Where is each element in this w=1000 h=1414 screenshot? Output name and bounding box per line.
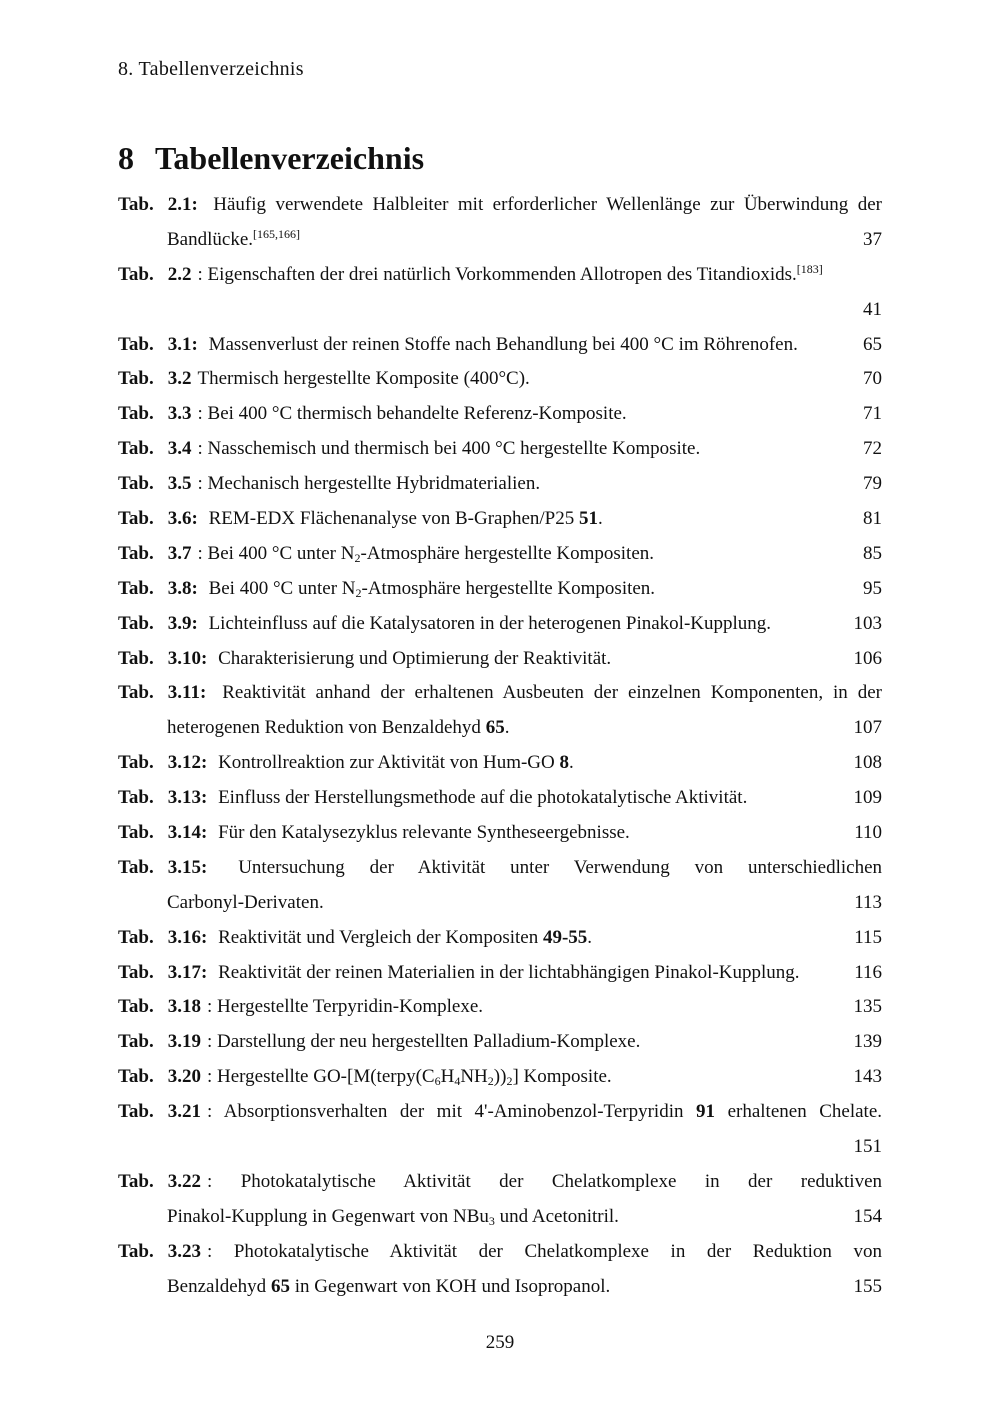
tab-number: 3.13: [167,787,208,809]
list-item[interactable] [118,921,882,956]
list-item[interactable] [118,188,882,223]
page-ref: 72 [863,438,882,460]
tab-prefix: Tab. [118,542,154,564]
entry-text-end: . [569,752,574,774]
page-ref: 135 [853,996,882,1018]
tab-prefix: Tab. [118,1240,154,1262]
tab-prefix: Tab. [118,1101,154,1123]
subscript: 2 [487,1074,494,1089]
compound-ref: 49-55 [542,926,588,948]
entry-text: Lichteinfluss auf die Katalysatoren in der heterogenen Pinakol-Kupplung. [208,612,772,634]
tab-number: 3.7 [167,542,192,564]
tab-prefix: Tab. [118,368,154,390]
subscript: 2 [354,550,361,565]
list-item[interactable] [118,362,882,397]
entry-text: heterogenen Reduktion von Benzaldehyd [167,717,481,739]
entry-text: Untersuchung der Aktivität unter Verwendung von unterschiedlichen [238,856,883,878]
list-item[interactable] [118,1060,882,1095]
tab-number: 3.4 [167,438,192,460]
entry-text-end: und Acetonitril. [499,1205,619,1227]
tab-prefix: Tab. [118,1031,154,1053]
tab-number: 3.22 [167,1170,201,1192]
list-item[interactable] [118,781,882,816]
list-item[interactable] [118,816,882,851]
list-item[interactable] [118,1165,882,1200]
tab-prefix: Tab. [118,1066,154,1088]
entry-text: Carbonyl-Derivaten. [167,891,324,913]
page-ref: 37 [863,228,882,250]
page-ref: 41 [863,298,882,320]
page-ref: 71 [863,403,882,425]
page-ref: 109 [853,787,882,809]
tab-prefix: Tab. [118,787,154,809]
entry-text: : Bei 400 °C unter N [197,542,355,564]
tab-number: 2.2 [167,263,192,285]
list-item[interactable] [118,1025,882,1060]
formula-text: NH [460,1066,488,1088]
tab-prefix: Tab. [118,996,154,1018]
tab-number: 3.11: [167,682,207,704]
list-item-continuation[interactable] [118,223,882,258]
entry-text: : Nasschemisch und thermisch bei 400 °C hergestellte Komposite. [197,438,701,460]
page-ref: 139 [853,1031,882,1053]
list-item[interactable] [118,397,882,432]
entry-text-end: . [587,926,593,948]
page-ref: 116 [854,961,882,983]
entry-text: Reaktivität und Vergleich der Kompositen [218,926,539,948]
page-ref: 107 [853,717,882,739]
page-number: 259 [485,1332,515,1353]
list-item[interactable] [118,1095,882,1130]
compound-ref: 65 [270,1275,290,1297]
list-item[interactable] [118,642,882,677]
page-ref: 70 [863,368,882,390]
list-item-continuation[interactable] [118,1130,882,1165]
entry-text-end: -Atmosphäre hergestellte Kompositen. [360,542,655,564]
tab-number: 3.10: [167,647,208,669]
entry-text: REM-EDX Flächenanalyse von B-Graphen/P25 [208,508,575,530]
page-ref: 79 [863,473,882,495]
list-item[interactable] [118,1235,882,1270]
tab-number: 3.20 [167,1066,201,1088]
tab-number: 3.18 [167,996,201,1018]
tab-prefix: Tab. [118,577,154,599]
list-item[interactable] [118,537,882,572]
entry-text: : Darstellung der neu hergestellten Palladium-Komplexe. [207,1031,641,1053]
subscript: 6 [434,1074,441,1089]
list-item[interactable] [118,990,882,1025]
page-ref: 103 [853,612,882,634]
entry-text: Massenverlust der reinen Stoffe nach Behandlung bei 400 °C im Röhrenofen. [208,333,798,355]
tab-prefix: Tab. [118,752,154,774]
compound-ref: 91 [696,1101,716,1123]
entry-text: Thermisch hergestellte Komposite (400°C). [197,368,530,390]
list-item[interactable] [118,676,882,711]
tab-prefix: Tab. [118,508,154,530]
tab-number: 3.2 [167,368,192,390]
tab-prefix: Tab. [118,856,154,878]
entry-text: Reaktivität der reinen Materialien in der lichtabhängigen Pinakol-Kupplung. [218,961,800,983]
table-list [118,188,882,1305]
tab-prefix: Tab. [118,926,154,948]
list-item[interactable] [118,956,882,991]
entry-text-end: ] Komposite. [512,1066,612,1088]
tab-number: 3.17: [167,961,208,983]
page-ref: 113 [854,891,882,913]
page-ref: 85 [863,542,882,564]
tab-prefix: Tab. [118,822,154,844]
entry-text: Einfluss der Herstellungsmethode auf die photokatalytische Aktivität. [218,787,748,809]
list-item[interactable] [118,328,882,363]
entry-text: Charakterisierung und Optimierung der Reaktivität. [218,647,612,669]
tab-prefix: Tab. [118,403,154,425]
entry-text: : Bei 400 °C thermisch behandelte Referenz-Komposite. [197,403,627,425]
tab-number: 3.21 [167,1101,201,1123]
compound-ref: 65 [485,717,505,739]
formula-text: )) [493,1066,507,1088]
entry-text: Benzaldehyd [167,1275,267,1297]
entry-text-end: in Gegenwart von KOH und Isopropanol. [294,1275,611,1297]
tab-number: 3.14: [167,822,208,844]
page-ref: 106 [853,647,882,669]
entry-text: Für den Katalysezyklus relevante Syntheseergebnisse. [218,822,630,844]
tab-prefix: Tab. [118,194,154,215]
list-item[interactable] [118,467,882,502]
tab-number: 3.16: [167,926,208,948]
entry-text: : Absorptionsverhalten der mit 4'-Aminobenzol-Terpyridin [207,1101,684,1123]
list-item[interactable] [118,572,882,607]
page-ref: 115 [854,926,882,948]
formula-text: H [440,1066,455,1088]
list-item-continuation[interactable] [118,1200,882,1235]
entry-text: : Eigenschaften der drei natürlich Vorkommenden Allotropen des Titandioxids. [197,263,797,285]
tab-number: 2.1: [167,194,198,215]
list-item[interactable] [118,258,882,293]
list-item[interactable] [118,432,882,467]
tab-number: 3.6: [167,508,198,530]
tab-prefix: Tab. [118,961,154,983]
page-ref: 143 [853,1066,882,1088]
tab-number: 3.8: [167,577,198,599]
tab-number: 3.23 [167,1240,201,1262]
page-ref: 110 [854,822,882,844]
list-item[interactable] [118,607,882,642]
entry-text: Bandlücke. [167,228,254,250]
compound-ref: 8 [559,752,569,774]
page-title [118,140,424,177]
entry-text: Pinakol-Kupplung in Gegenwart von NBu [167,1205,489,1227]
entry-text: Kontrollreaktion zur Aktivität von Hum-GO [218,752,555,774]
tab-prefix: Tab. [118,333,154,355]
tab-prefix: Tab. [118,263,154,285]
subscript: 2 [355,585,362,600]
tab-prefix: Tab. [118,1170,154,1192]
tab-prefix: Tab. [118,647,154,669]
citation: [183] [796,261,823,276]
entry-text: Häufig verwendete Halbleiter mit erforderlicher Wellenlänge zur Überwindung der [213,194,883,215]
list-item-continuation[interactable] [118,711,882,746]
page-ref: 154 [853,1205,882,1227]
tab-number: 3.19 [167,1031,201,1053]
entry-text-end: -Atmosphäre hergestellte Kompositen. [361,577,656,599]
entry-text: Bei 400 °C unter N [208,577,356,599]
entry-text: : Hergestellte GO-[M(terpy(C [207,1066,435,1088]
list-item[interactable] [118,502,882,537]
page-ref: 108 [853,752,882,774]
subscript: 2 [506,1074,513,1089]
list-item[interactable] [118,746,882,781]
list-item-continuation[interactable] [118,293,882,328]
citation: [165,166] [253,226,301,241]
entry-text-end: . [598,508,603,530]
tab-prefix: Tab. [118,473,154,495]
page-ref: 155 [853,1275,882,1297]
entry-text: : Photokatalytische Aktivität der Chelatkomplexe in der reduktiven [207,1170,882,1192]
chapter-title: Tabellenverzeichnis [155,140,425,176]
tab-prefix: Tab. [118,612,154,634]
tab-number: 3.9: [167,612,198,634]
entry-text: : Mechanisch hergestellte Hybridmaterialien. [197,473,541,495]
list-item-continuation[interactable] [118,1270,882,1305]
subscript: 4 [454,1074,461,1089]
tab-prefix: Tab. [118,682,154,704]
tab-number: 3.1: [167,333,198,355]
entry-text-end: erhaltenen Chelate. [727,1101,883,1123]
tab-number: 3.12: [167,752,208,774]
entry-text: Reaktivität anhand der erhaltenen Ausbeuten der einzelnen Komponenten, in der [222,682,883,704]
tab-number: 3.5 [167,473,192,495]
page-ref: 151 [853,1136,882,1158]
tab-number: 3.15: [167,856,208,878]
page-ref: 81 [863,508,882,530]
tab-prefix: Tab. [118,438,154,460]
chapter-number: 8 [118,140,134,176]
entry-text: : Hergestellte Terpyridin-Komplexe. [207,996,484,1018]
list-item[interactable] [118,851,882,886]
page-ref: 65 [863,333,882,355]
compound-ref: 51 [579,508,599,530]
tab-number: 3.3 [167,403,192,425]
entry-text: : Photokatalytische Aktivität der Chelatkomplexe in der Reduktion von [207,1240,882,1262]
entry-text-end: . [504,717,510,739]
list-item-continuation[interactable] [118,886,882,921]
page-ref: 95 [863,577,882,599]
subscript: 3 [488,1213,495,1228]
running-header: 8. Tabellenverzeichnis [118,58,304,80]
